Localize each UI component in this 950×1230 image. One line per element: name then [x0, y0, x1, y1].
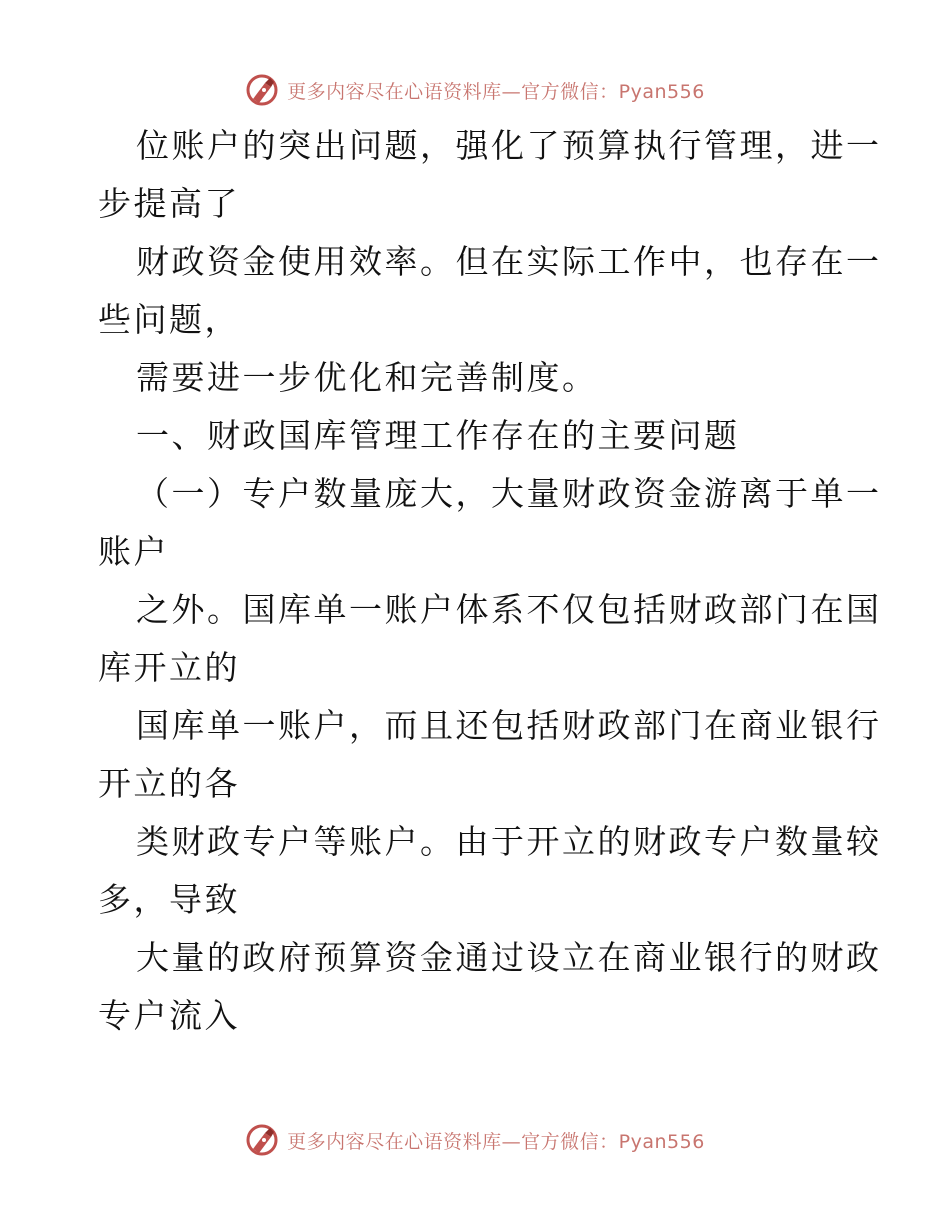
paragraph-1-line-1: 位账户的突出问题，强化了预算执行管理，进一	[136, 126, 882, 165]
paragraph-6-line-1: 国库单一账户，而且还包括财政部门在商业银行	[136, 706, 882, 745]
paragraph-3-line-1: 需要进一步优化和完善制度。	[136, 358, 598, 397]
header-watermark	[0, 70, 950, 110]
footer-watermark	[0, 1120, 950, 1160]
paragraph-2-line-2: 些问题，	[98, 300, 240, 339]
watermark-text: 更多内容尽在心语资料库—官方微信：Pyan556	[287, 80, 705, 103]
paragraph-1-line-2: 步提高了	[98, 184, 240, 223]
document-body	[98, 117, 882, 1045]
paragraph-6-line-2: 开立的各	[98, 764, 240, 803]
paragraph-8-line-2: 专户流入	[98, 996, 240, 1035]
pen-nib-logo-icon	[245, 73, 279, 107]
subsection-heading-line-2: 账户	[98, 532, 169, 571]
paragraph-7-line-1: 类财政专户等账户。由于开立的财政专户数量较	[136, 822, 882, 861]
paragraph-8-line-1: 大量的政府预算资金通过设立在商业银行的财政	[136, 938, 882, 977]
watermark-text: 更多内容尽在心语资料库—官方微信：Pyan556	[287, 1130, 705, 1153]
paragraph-2-line-1: 财政资金使用效率。但在实际工作中，也存在一	[136, 242, 882, 281]
pen-nib-logo-icon	[245, 1123, 279, 1157]
subsection-heading-line-1: （一）专户数量庞大，大量财政资金游离于单一	[136, 474, 882, 513]
paragraph-7-line-2: 多，导致	[98, 880, 240, 919]
paragraph-5-line-2: 库开立的	[98, 648, 240, 687]
paragraph-5-line-1: 之外。国库单一账户体系不仅包括财政部门在国	[136, 590, 882, 629]
section-heading: 一、财政国库管理工作存在的主要问题	[136, 416, 740, 455]
